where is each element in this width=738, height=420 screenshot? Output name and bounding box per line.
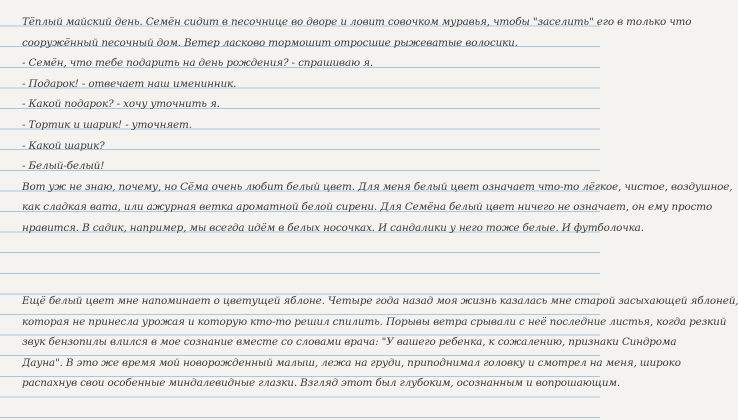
text-line: Ещё белый цвет мне напоминает о цветущей яблоне. Четыре года назад моя жизнь казалась мне старой засыхающей яблоней, [22, 295, 738, 307]
text-line: которая не принесла урожая и которую кто-то решил спилить. Порывы ветра срывали с неё последние листья, когда резкий [22, 315, 727, 328]
text-line: - Подарок! - отвечает наш именинник. [22, 77, 237, 90]
text-line: Дауна". В это же время мой новорожденный малыш, лежа на груди, приподнимал головку и смотрел на меня, широко [22, 356, 681, 369]
paragraph-birthday [22, 12, 733, 239]
text-line: Тёплый майский день. Семён сидит в песочнице во дворе и ловит совочком муравья, чтобы "заселить" его в только что [22, 16, 692, 28]
text-line: как сладкая вата, или ажурная ветка ароматной белой сирени. Для Семёна белый цвет ничего не означает, он ему просто [22, 201, 713, 214]
text-line: - Какой подарок? - хочу уточнить я. [22, 98, 220, 111]
text-line: сооружённый песочный дом. Ветер ласково тормошит отросшие рыжеватые волосики. [22, 36, 518, 49]
text-line: Вот уж не знаю, почему, но Сёма очень любит белый цвет. Для меня белый цвет означает что-то лёгкое, чистое, воздушное, [22, 180, 733, 193]
text-line: - Семён, что тебе подарить на день рождения? - спрашиваю я. [22, 57, 374, 70]
paragraph-apple-tree [22, 291, 738, 394]
text-line: нравится. В садик, например, мы всегда идём в белых носочках. И сандалики у него тоже белые. И футболочка. [22, 221, 644, 234]
text-line: - Белый-белый! [22, 160, 105, 173]
text-line: распахнув свои особенные миндалевидные глазки. Взгляд этот был глубоким, осознанным и вопрошающим. [22, 377, 621, 390]
text-line: - Какой шарик? [22, 139, 105, 152]
text-line: - Тортик и шарик! - уточняет. [22, 118, 192, 131]
text-line: звук бензопилы влился в мое сознание вместе со словами врача: "У вашего ребенка, к сожалению, признаки Синдрома [22, 336, 677, 349]
